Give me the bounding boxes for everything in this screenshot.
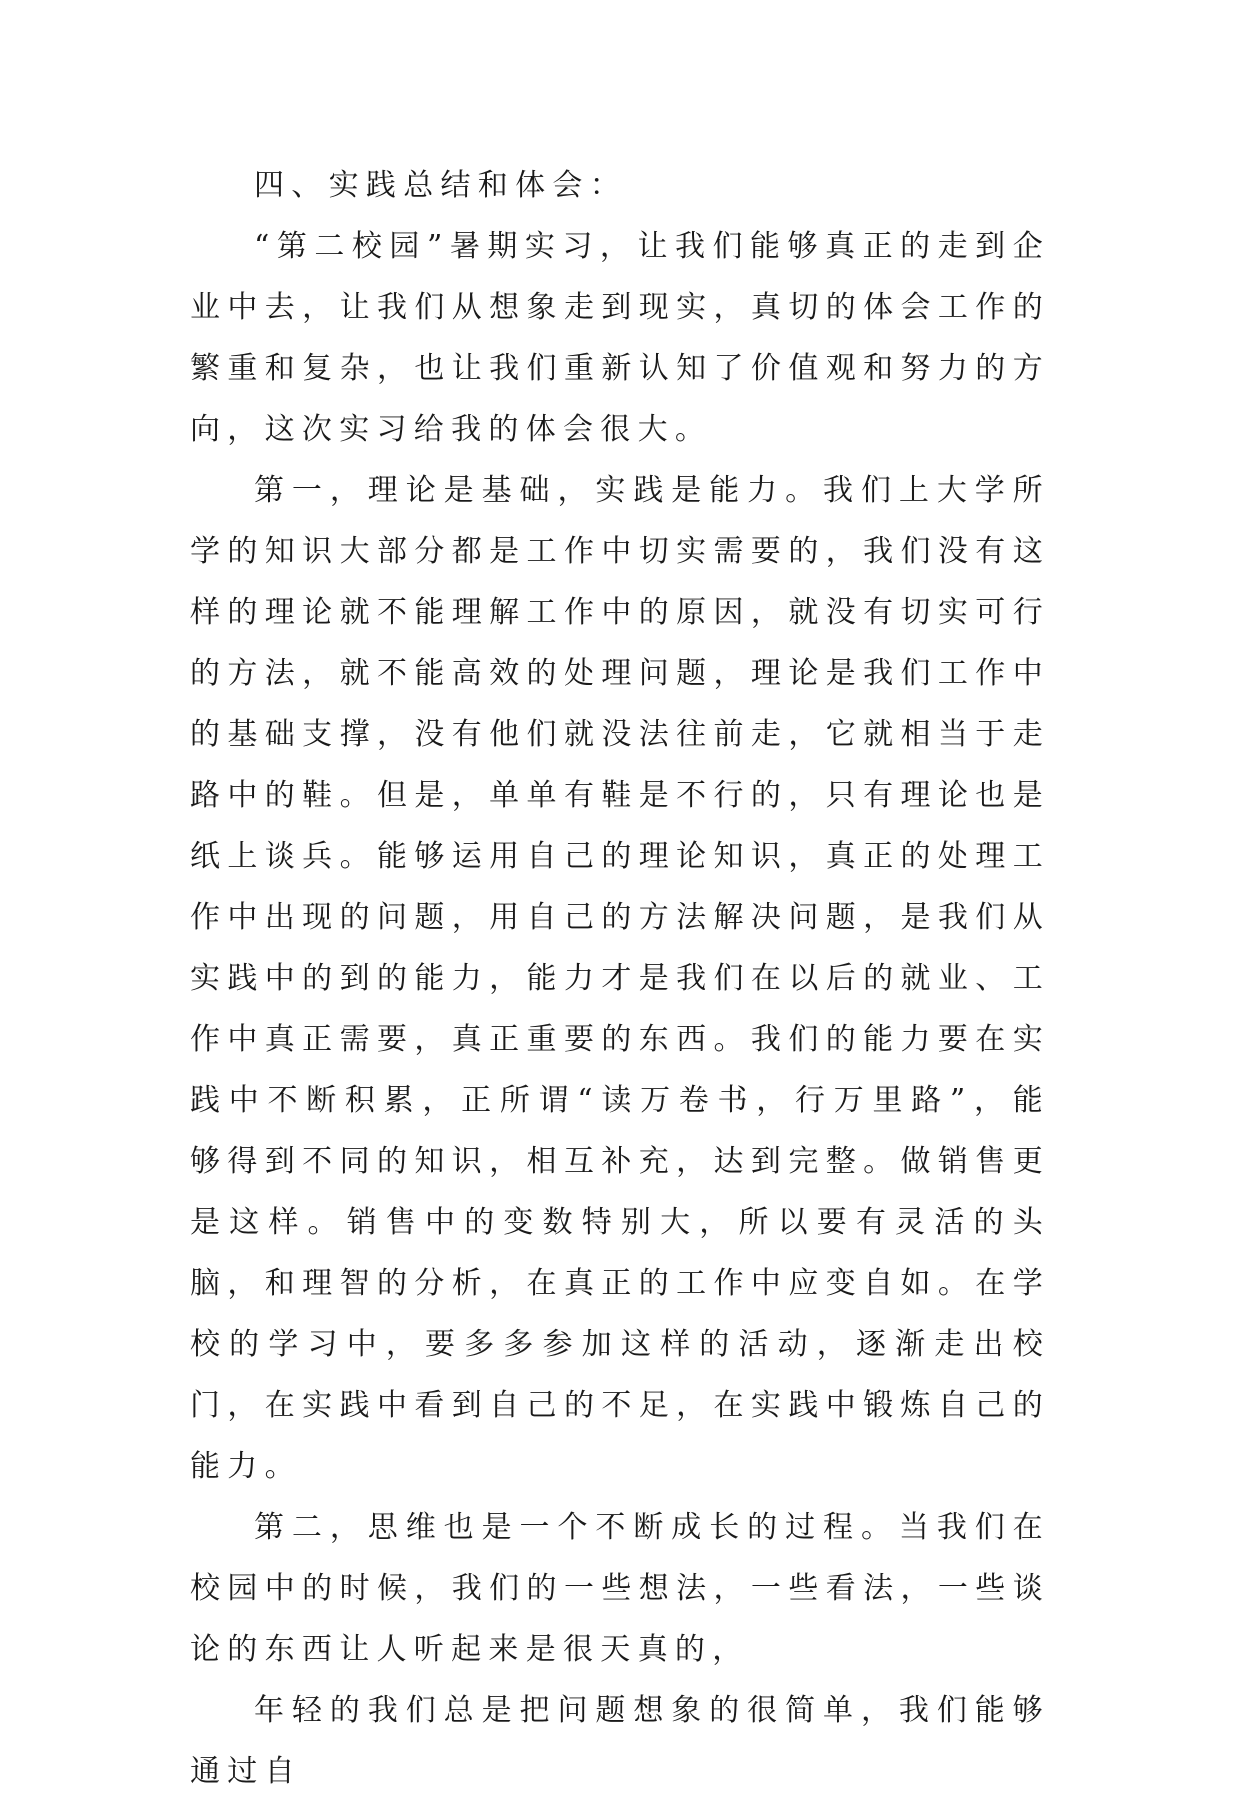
paragraph-second-point: 第二，思维也是一个不断成长的过程。当我们在校园中的时候，我们的一些想法，一些看法，一些谈论的东西让人听起来是很天真的，	[190, 1510, 1050, 1667]
paragraph-first-point: 第一，理论是基础，实践是能力。我们上大学所学的知识大部分都是工作中切实需要的，我们没有这样的理论就不能理解工作中的原因，就没有切实可行的方法，就不能高效的处理问题，理论是我们工作中的基础支撑，没有他们就没法往前走，它就相当于走路中的鞋。但是，单单有鞋是不行的，只有理论也是纸上谈兵。能够运用自己的理论知识，真正的处理工作中出现的问题，用自己的方法解决问题，是我们从实践中的到的能力，能力才是我们在以后的就业、工作中真正需要，真正重要的东西。我们的能力要在实践中不断积累，正所谓“读万卷书，行万里路”，能够得到不同的知识，相互补充，达到完整。做销售更是这样。销售中的变数特别大，所以要有灵活的头脑，和理智的分析，在真正的工作中应变自如。在学校的学习中，要多多参加这样的活动，逐渐走出校门，在实践中看到自己的不足，在实践中锻炼自己的能力。	[190, 473, 1050, 1484]
paragraph-continuation: 年轻的我们总是把问题想象的很简单，我们能够通过自	[190, 1693, 1050, 1789]
section-heading: 四、实践总结和体会：	[254, 168, 627, 203]
document-body	[190, 155, 1050, 1802]
paragraph-intro: “第二校园”暑期实习，让我们能够真正的走到企业中去，让我们从想象走到现实，真切的体会工作的繁重和复杂，也让我们重新认知了价值观和努力的方向，这次实习给我的体会很大。	[190, 229, 1050, 447]
